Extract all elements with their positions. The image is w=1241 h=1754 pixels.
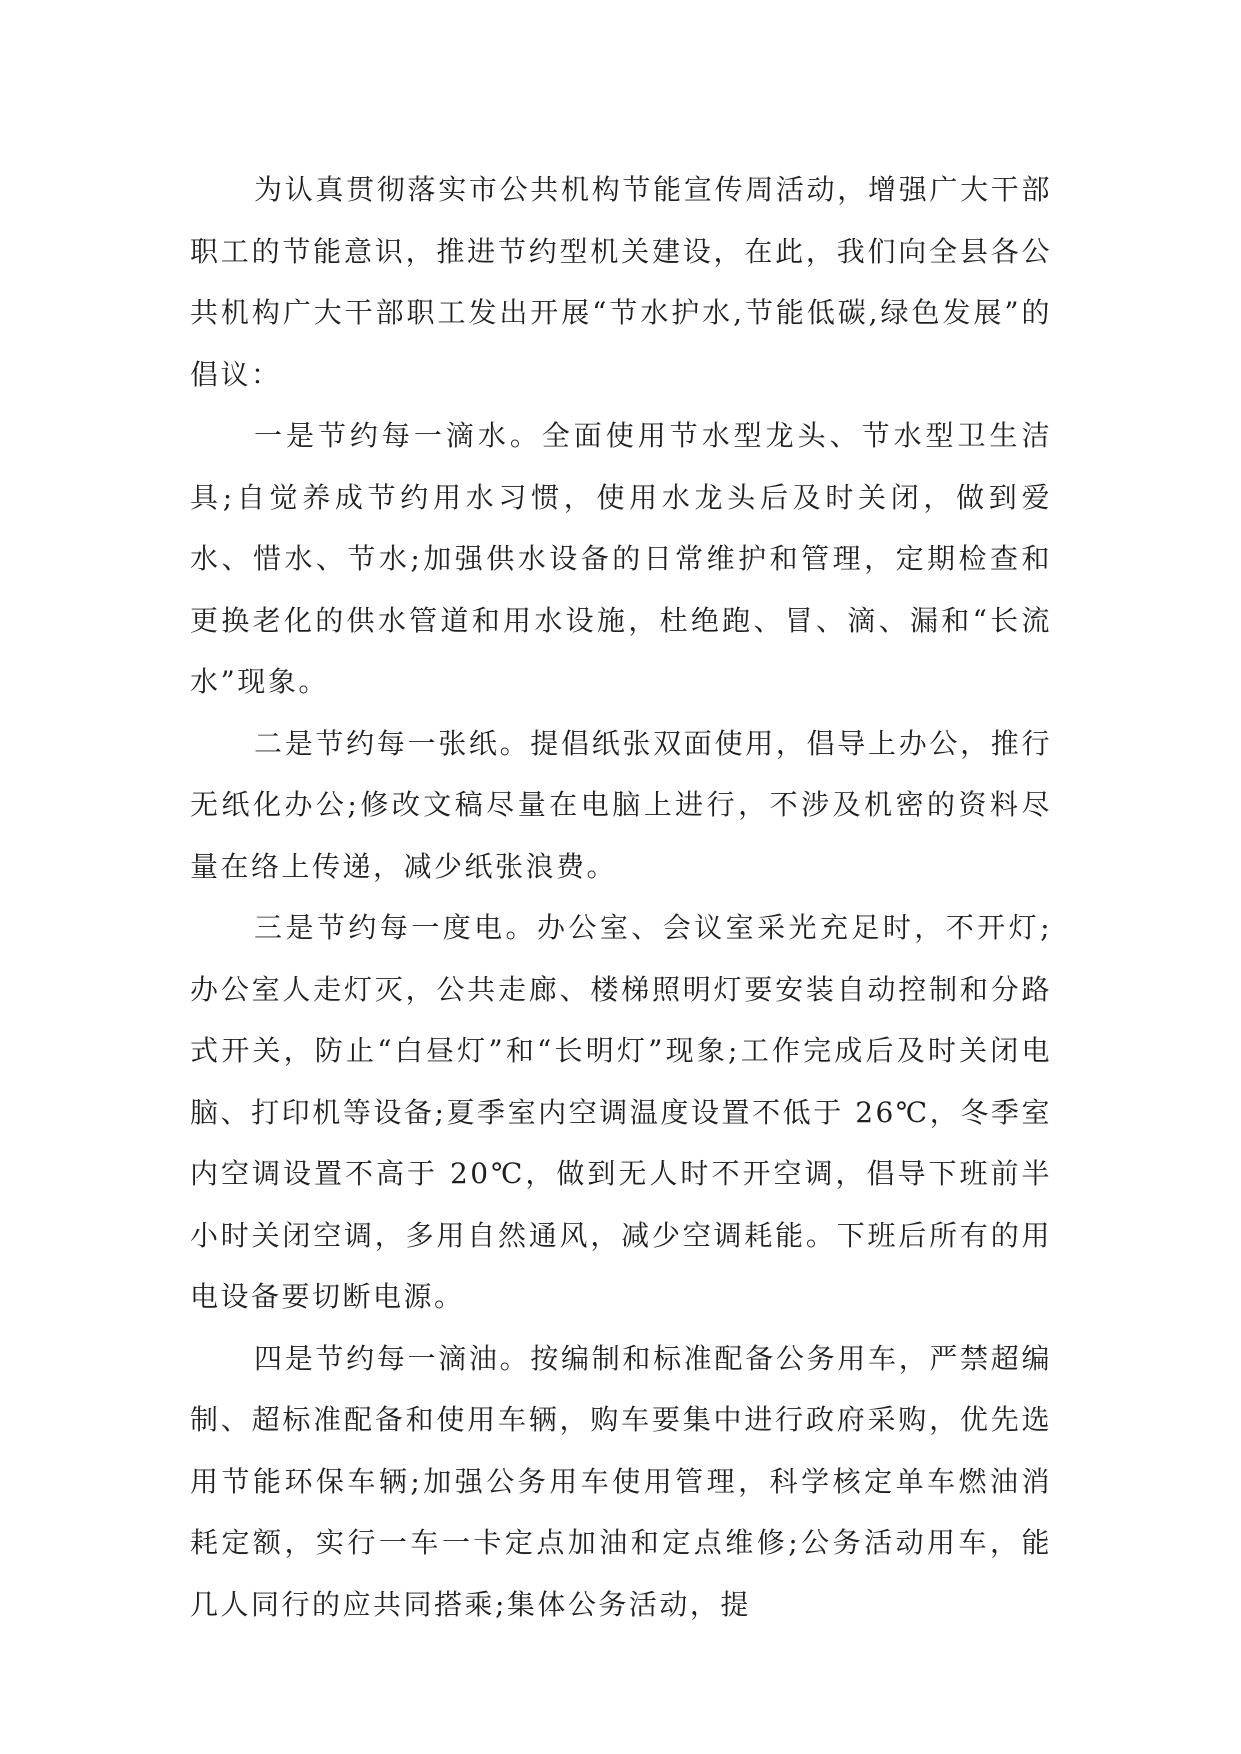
fuel-saving-paragraph: 四是节约每一滴油。按编制和标准配备公务用车，严禁超编制、超标准配备和使用车辆，购车要集中进行政府采购，优先选用节能环保车辆;加强公务用车使用管理，科学核定单车燃油消耗定额，实行一车一卡定点加油和定点维修;公务活动用车，能几人同行的应共同搭乘;集体公务活动，提 (190, 1341, 1052, 1621)
intro-paragraph: 为认真贯彻落实市公共机构节能宣传周活动，增强广大干部职工的节能意识，推进节约型机关建设，在此，我们向全县各公共机构广大干部职工发出开展“节水护水,节能低碳,绿色发展”的倡议： (190, 173, 1052, 391)
paper-saving-paragraph: 二是节约每一张纸。提倡纸张双面使用，倡导上办公，推行无纸化办公;修改文稿尽量在电脑上进行，不涉及机密的资料尽量在络上传递，减少纸张浪费。 (190, 726, 1052, 883)
electricity-saving-paragraph: 三是节约每一度电。办公室、会议室采光充足时，不开灯;办公室人走灯灭，公共走廊、楼梯照明灯要安装自动控制和分路式开关，防止“白昼灯”和“长明灯”现象;工作完成后及时关闭电脑、打印机等设备;夏季室内空调温度设置不低于 26℃，冬季室内空调设置不高于 20℃，做到无人时不开空调，倡导下班前半小时关闭空调，多用自然通风，减少空调耗能。下班后所有的用电设备要切断电源。 (190, 911, 1052, 1313)
document-body (190, 159, 1052, 1635)
water-saving-paragraph: 一是节约每一滴水。全面使用节水型龙头、节水型卫生洁具;自觉养成节约用水习惯，使用水龙头后及时关闭，做到爱水、惜水、节水;加强供水设备的日常维护和管理，定期检查和更换老化的供水管道和用水设施，杜绝跑、冒、滴、漏和“长流水”现象。 (190, 419, 1052, 698)
